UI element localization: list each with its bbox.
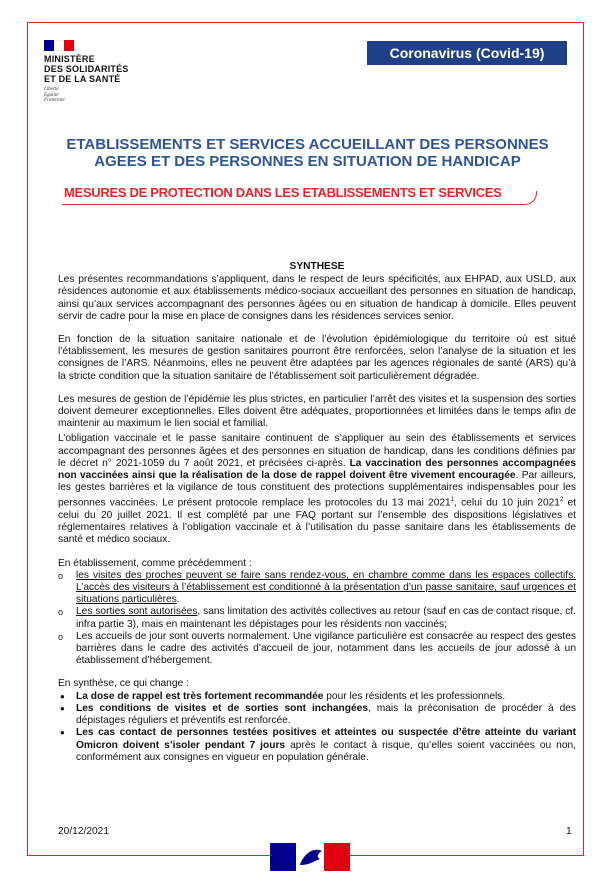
marianne-logo-icon: [270, 843, 350, 871]
document-body: [58, 261, 576, 775]
paragraph-context: En fonction de la situation sanitaire nationale et de l’évolution épidémiologique du territoire où est situé l’établissement, les mesures de gestion sanitaires pourront être renforcées, selon l’analyse de la situation et les consignes de l’ARS. Néanmoins, elles ne peuvent être adaptées par les agences régionales de santé (ARS) qu’à la stricte condition que la situation sanitaire de l’établissement soit particulièrement dégradée.: [58, 334, 576, 382]
subtitle-underline: [62, 191, 537, 205]
page-number: 1: [566, 826, 572, 837]
list-item: ● Les cas contact de personnes testées positives et atteintes ou suspectée d’être atteinte du variant Omicron doivent s’isoler pendant 7 jours après le contact à risque, qu’elles soient vaccinées ou non, conformément aux consignes en vigueur en population générale.: [58, 727, 576, 764]
list-item: o Les sorties sont autorisées, sans limitation des activités collectives au retour (sauf en cas de contact risque, cf. infra partie 3), mais en maintenant les dépistages pour les résidents non vaccinés;: [58, 606, 576, 630]
ministry-name: MINISTÈRE DES SOLIDARITÉS ET DE LA SANTÉ: [44, 54, 129, 84]
synthese-heading: SYNTHESE: [289, 261, 345, 272]
paragraph-vaccination: L’obligation vaccinale et le passe sanitaire continuent de s’appliquer au sein des établissements et services accompagnant des personnes âgées et des personnes en situation de handicap, dans les conditions définies par le décret n° 2021-1059 du 7 août 2021, et précisées ci-après. La vaccination des personnes accompagnées non vaccinées ainsi que la réalisation de la dose de rappel doivent être vivement encouragée. Par ailleurs, les gestes barrières et la vigilance de tous constituent des protections supplémentaires indispensables pour les personnes vaccinées. Le présent protocole remplace les protocoles du 13 mai 2021$^1$, celui du 10 juin 2021$^2$ et celui du 20 juillet 2021. Il est complété par une FAQ portant sur l’ensemble des dispositions législatives et réglementaires relatives à l’obligation vaccinale et à l’utilisation du passe sanitaire dans les établissements de santé et médico sociaux.: [58, 433, 576, 546]
ministry-logo: [44, 40, 129, 104]
list-item: o Les accueils de jour sont ouverts normalement. Une vigilance particulière est consacrée au respect des gestes barrières dans le cadre des activités d’accueil de jour, notamment dans les accueils de jour adossé à un établissement d’hébergement.: [58, 631, 576, 668]
paragraph-strict-measures: Les mesures de gestion de l’épidémie les plus strictes, en particulier l’arrêt des visites et la suspension des sorties doivent demeurer exceptionnelles. Elles doivent être adéquates, proportionnées et limitées dans le temps afin de maintenir au maximum le lien social et familial.: [58, 393, 576, 430]
republic-motto: Liberté Égalité Fraternité: [44, 87, 65, 103]
list-item: ● Les conditions de visites et de sorties sont inchangées, mais la préconisation de procéder à des dépistages réguliers et préventifs est renforcée.: [58, 703, 576, 727]
paragraph-changes-intro: En synthèse, ce qui change :: [58, 678, 189, 690]
establishment-list: [58, 570, 576, 668]
footer-date: 20/12/2021: [58, 826, 109, 837]
paragraph-scope: Les présentes recommandations s’appliquent, dans le respect de leurs spécificités, aux EHPAD, aux USLD, aux résidences autonomie et aux établissements médico-sociaux accueillant des personnes en situation de handicap, ainsi qu’aux services accompagnant des personnes âgées ou en situation de handicap à domicile. Elles peuvent servir de cadre pour la mise en place de consignes dans les résidences services senior.: [58, 274, 576, 322]
changes-list: [58, 691, 576, 764]
document-title: ETABLISSEMENTS ET SERVICES ACCUEILLANT DES PERSONNES AGEES ET DES PERSONNES EN SITUATION DE HANDICAP: [66, 136, 549, 170]
covid-badge: Coronavirus (Covid-19): [367, 41, 567, 65]
french-flag-icon: [44, 40, 74, 51]
list-item: ● La dose de rappel est très fortement recommandée pour les résidents et les professionnels.: [58, 691, 576, 703]
paragraph-establishment-intro: En établissement, comme précédemment :: [58, 557, 252, 569]
list-item: o les visites des proches peuvent se faire sans rendez-vous, en chambre comme dans les espaces collectifs. L’accès des visiteurs à l’établissement est conditionné à la présentation d’un passe sanitaire, sauf urgences et situations particulières.: [58, 570, 576, 607]
section-subtitle: MESURES DE PROTECTION DANS LES ETABLISSEMENTS ET SERVICES: [64, 185, 502, 200]
